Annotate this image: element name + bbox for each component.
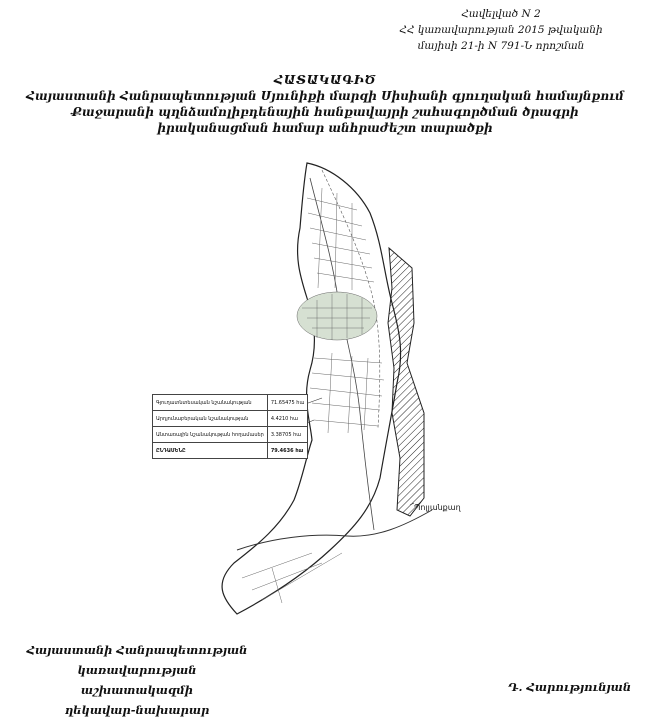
title-line-2: Քաջարանի պղնձամոլիբդենային հանքավայրի շահագործման ծրագրի bbox=[71, 105, 579, 119]
village-area bbox=[297, 292, 377, 340]
legend-value: 4.4210 հա bbox=[267, 411, 308, 427]
annex-decision: ՀՀ կառավարության 2015 թվականի bbox=[399, 24, 603, 36]
legend-label: Արդյունաբերական նշանակության bbox=[153, 411, 268, 427]
legend-total-value: 79.4636 հա bbox=[267, 443, 308, 459]
river-line bbox=[310, 178, 374, 530]
signer-name: Դ. Հարությունյան bbox=[508, 680, 632, 694]
signer-block bbox=[22, 640, 252, 720]
road-line-south bbox=[237, 510, 432, 550]
legend-total-row bbox=[153, 443, 308, 459]
map-drawing bbox=[142, 158, 522, 620]
signer-line-3: ղեկավար-նախարար bbox=[64, 703, 210, 717]
annex-number: Հավելված N 2 bbox=[461, 8, 541, 20]
territory-map bbox=[142, 158, 522, 620]
legend-label: Գյուղատնտեսական նշանակության bbox=[153, 395, 268, 411]
legend-total-label: ԸՆԴԱՄԵՆԸ bbox=[153, 443, 268, 459]
title-line-3: իրականացման համար անհրաժեշտ տարածքի bbox=[157, 121, 493, 135]
document-title bbox=[0, 72, 650, 136]
legend-label: Անտառային նշանակության հողամասեր bbox=[153, 427, 268, 443]
legend-table bbox=[152, 394, 308, 459]
field-parcels-south bbox=[242, 353, 384, 603]
legend-value: 3.38705 հա bbox=[267, 427, 308, 443]
annex-header bbox=[376, 6, 626, 54]
place-label: Պոլյանքաղ bbox=[414, 503, 461, 512]
title-line-1: Հայաստանի Հանրապետության Սյունիքի մարզի Սիսիանի գյուղական համայնքում bbox=[26, 89, 624, 103]
hatched-strip bbox=[388, 248, 424, 516]
signer-line-1: Հայաստանի Հանրապետության bbox=[26, 643, 248, 657]
legend-value: 71.65475 հա bbox=[267, 395, 308, 411]
title-heading: ՀԱՏԱԿԱԳԻԾ bbox=[274, 72, 376, 87]
legend-row bbox=[153, 411, 308, 427]
legend-row bbox=[153, 395, 308, 411]
legend-row bbox=[153, 427, 308, 443]
annex-date: մայիսի 21-ի N 791-Ն որոշման bbox=[417, 40, 585, 52]
signer-line-2: կառավարության աշխատակազմի bbox=[77, 663, 197, 697]
